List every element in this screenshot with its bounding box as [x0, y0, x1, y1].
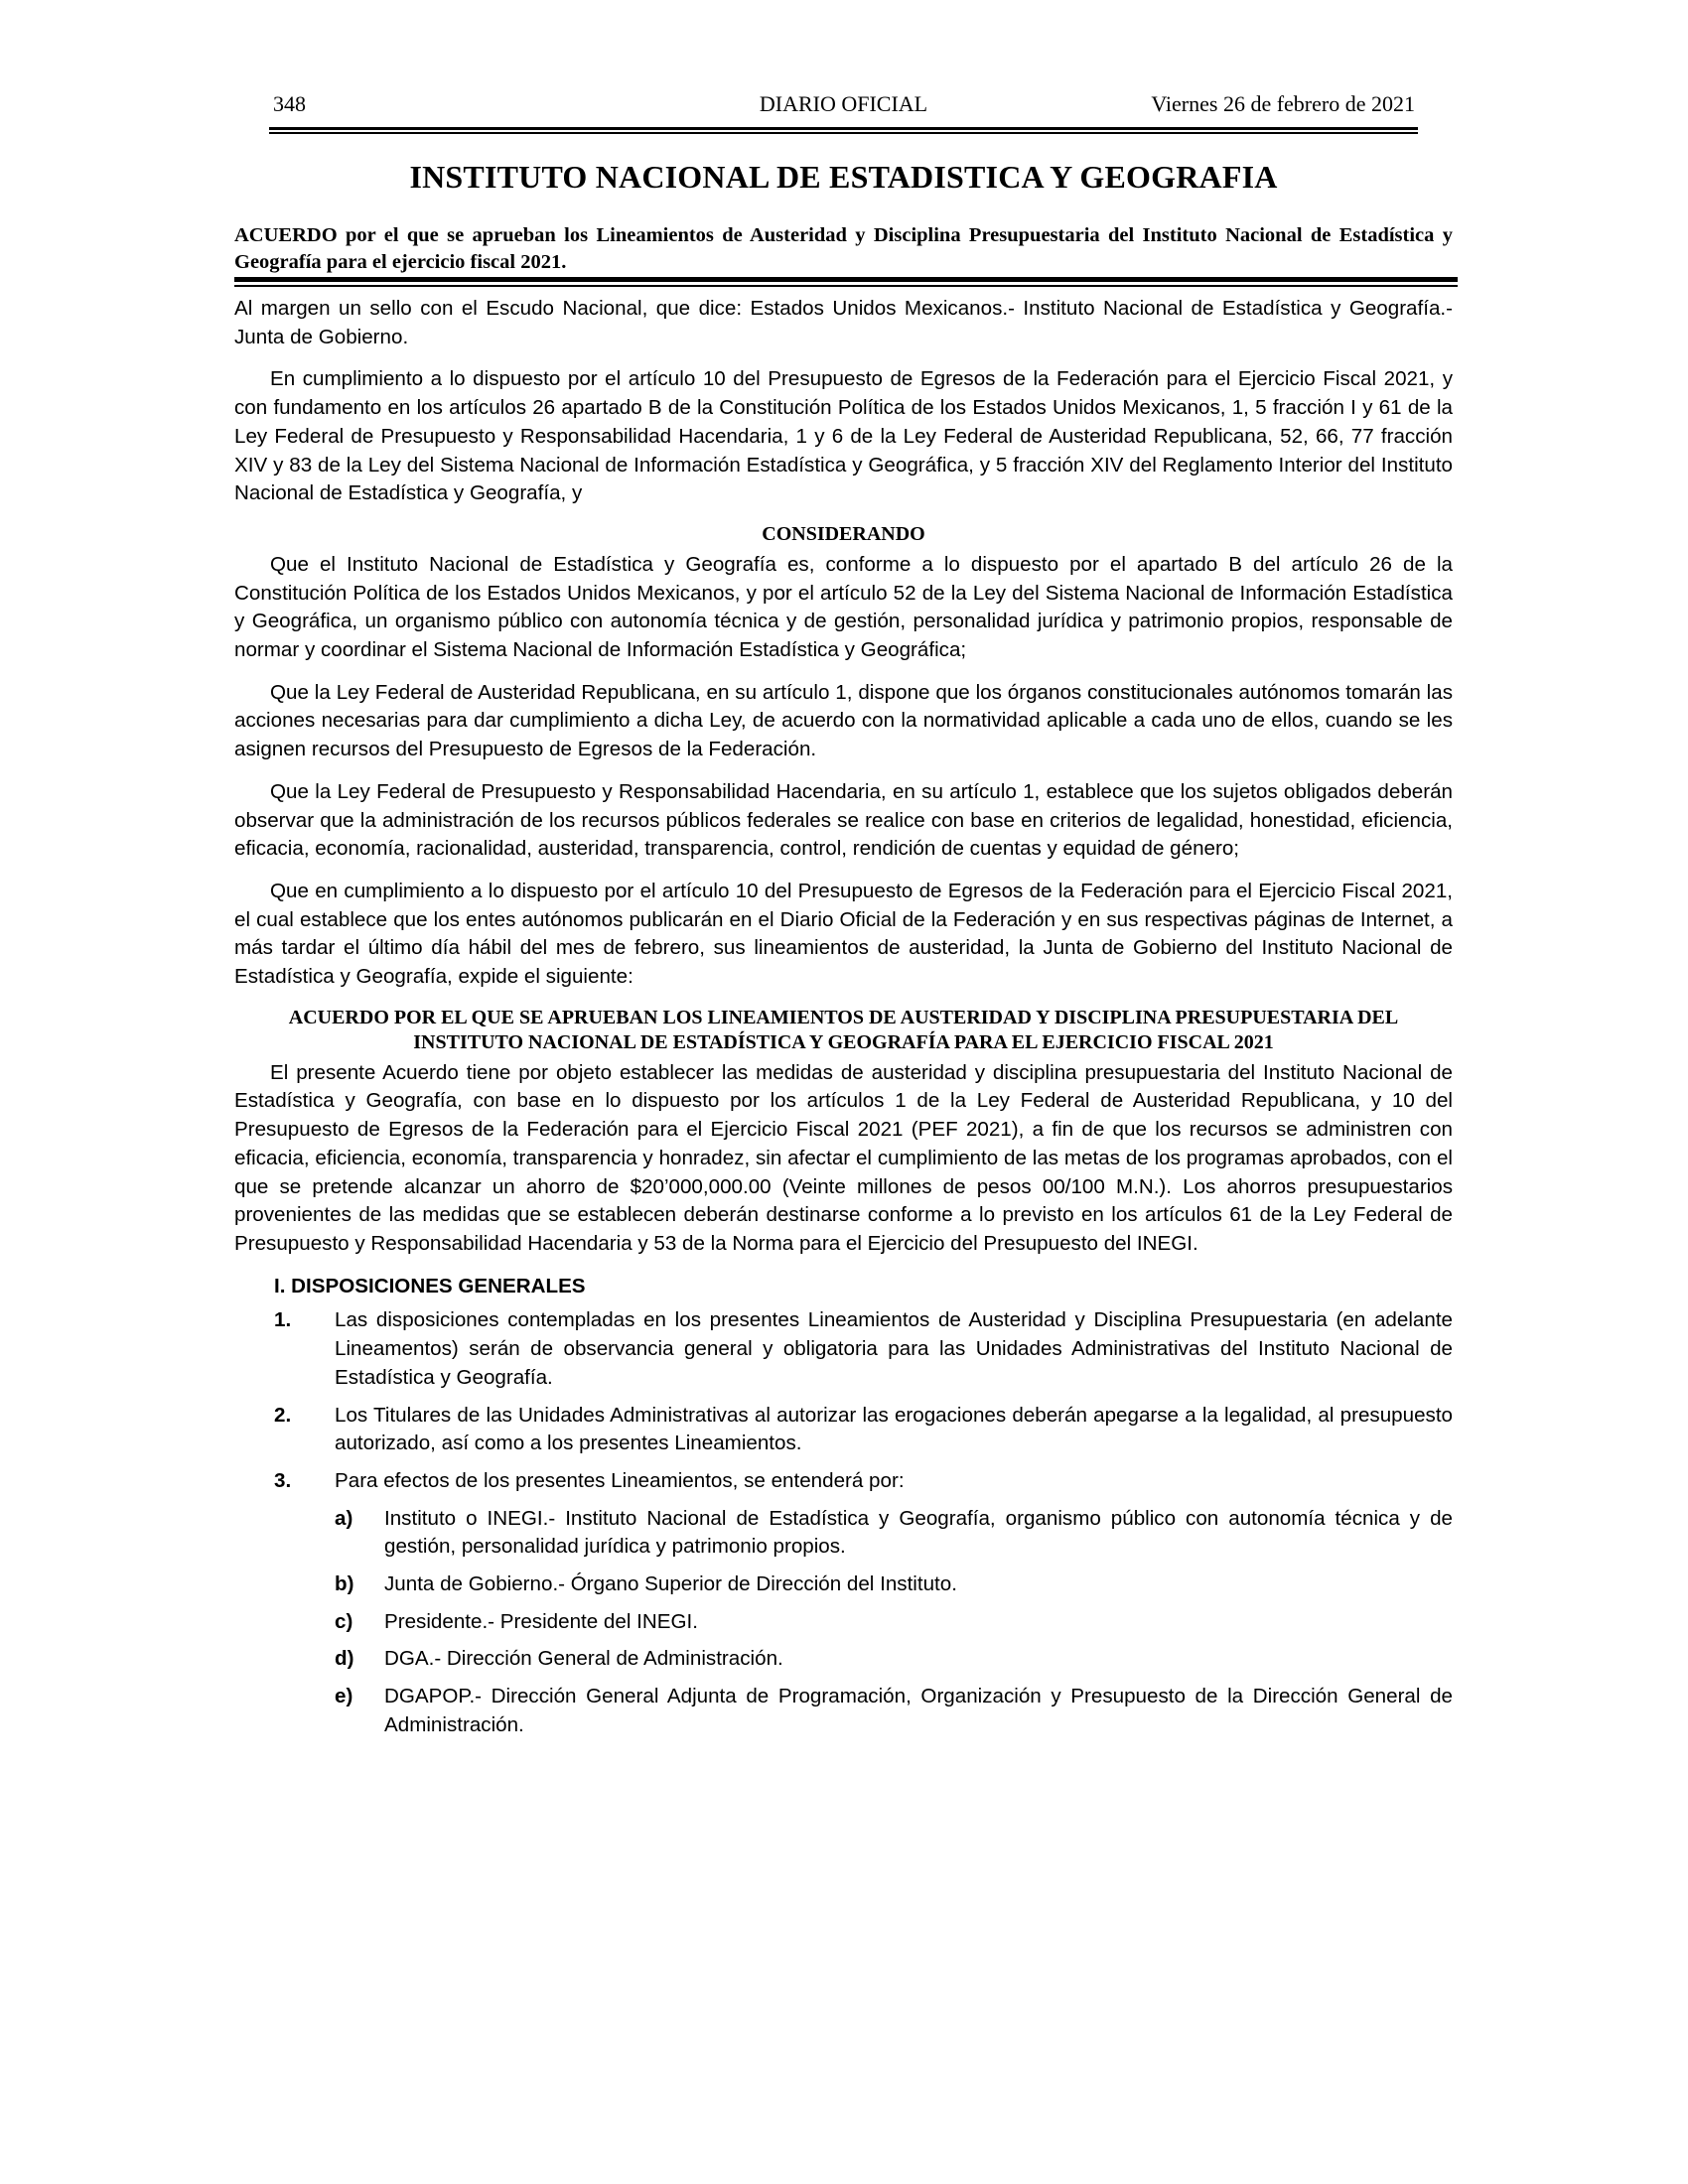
page-number: 348 [273, 91, 306, 116]
header-rule-thick [269, 127, 1418, 130]
definition-marker: a) [335, 1506, 353, 1530]
institution-title: INSTITUTO NACIONAL DE ESTADISTICA Y GEOGRAFIA [409, 159, 1278, 195]
decree-rule-thick [234, 277, 1458, 282]
definition-marker: d) [335, 1647, 354, 1671]
publication-name: DIARIO OFICIAL [759, 91, 928, 116]
document-body [234, 295, 1453, 1749]
definition-marker: b) [335, 1572, 354, 1596]
definition-item [234, 1570, 1453, 1599]
legal-basis-paragraph: En cumplimiento a lo dispuesto por el artículo 10 del Presupuesto de Egresos de la Federación para el Ejercicio Fiscal 2021, y con fundamento en los artículos 26 apartado B de la Constitución Política de los Estados Unidos Mexicanos, 1, 5 fracción I y 61 de la Ley Federal de Presupuesto y Responsabilidad Hacendaria, 1 y 6 de la Ley Federal de Austeridad Republicana, 52, 66, 77 fracción XIV y 83 de la Ley del Sistema Nacional de Información Estadística y Geográfica, y 5 fracción XIV del Reglamento Interior del Instituto Nacional de Estadística y Geografía, y [234, 367, 1453, 505]
list-item-text: Los Titulares de las Unidades Administrativas al autorizar las erogaciones deberán apegarse a la legalidad, al presupuesto autorizado, así como a los presentes Lineamientos. [335, 1403, 1453, 1455]
definition-item [234, 1505, 1453, 1562]
definition-item [234, 1645, 1453, 1674]
header-rule-thin [269, 132, 1418, 134]
list-marker: 1. [274, 1308, 292, 1332]
definition-item [234, 1608, 1453, 1637]
list-marker: 3. [274, 1468, 292, 1492]
page-header [269, 91, 1418, 121]
list-item [234, 1467, 1453, 1496]
list-item-text: Para efectos de los presentes Lineamientos, se entenderá por: [335, 1468, 905, 1492]
seal-note: Al margen un sello con el Escudo Nacional, que dice: Estados Unidos Mexicanos.- Instituto Nacional de Estadística y Geografía.- Junta de Gobierno. [234, 297, 1453, 348]
list-item [234, 1306, 1453, 1392]
agreement-paragraph: El presente Acuerdo tiene por objeto establecer las medidas de austeridad y disciplina presupuestaria del Instituto Nacional de Estadística y Geografía, con base en lo dispuesto por los artículos 1 de la Ley Federal de Austeridad Republicana, y 10 del Presupuesto de Egresos de la Federación para el Ejercicio Fiscal 2021 (PEF 2021), a fin de que los recursos se administren con eficacia, eficiencia, economía, transparencia y honradez, sin afectar el cumplimiento de las metas de los programas aprobados, con el que se pretende alcanzar un ahorro de $20’000,000.00 (Veinte millones de pesos 00/100 M.N.). Los ahorros presupuestarios provenientes de las medidas que se establecen deberán destinarse conforme a lo previsto en los artículos 61 de la Ley Federal de Presupuesto y Responsabilidad Hacendaria y 53 de la Norma para el Ejercicio del Presupuesto del INEGI. [234, 1060, 1453, 1255]
definition-marker: e) [335, 1685, 353, 1708]
decree-double-rule [234, 277, 1458, 289]
definition-item [234, 1683, 1453, 1739]
definition-text: Presidente.- Presidente del INEGI. [384, 1609, 698, 1633]
list-item-text: Las disposiciones contempladas en los presentes Lineamientos de Austeridad y Disciplina Presupuestaria (en adelante Lineamentos) serán de observancia general y obligatoria para las Unidades Administrativas del Instituto Nacional de Estadística y Geografía. [335, 1308, 1453, 1389]
considerando-paragraph: Que la Ley Federal de Austeridad Republicana, en su artículo 1, dispone que los órganos constitucionales autónomos tomarán las acciones necesarias para dar cumplimiento a dicha Ley, de acuerdo con la normatividad aplicable a cada uno de ellos, cuando se les asignen recursos del Presupuesto de Egresos de la Federación. [234, 680, 1453, 761]
definition-text: DGAPOP.- Dirección General Adjunta de Programación, Organización y Presupuesto de la Dirección General de Administración. [384, 1685, 1453, 1736]
considerando-heading: CONSIDERANDO [762, 522, 925, 545]
considerando-paragraph: Que el Instituto Nacional de Estadística y Geografía es, conforme a lo dispuesto por el apartado B del artículo 26 de la Constitución Política de los Estados Unidos Mexicanos, y por el artículo 52 de la Ley del Sistema Nacional de Información Estadística y Geográfica, un organismo público con autonomía técnica y de gestión, personalidad jurídica y patrimonio propios, responsable de normar y coordinar el Sistema Nacional de Información Estadística y Geográfica; [234, 552, 1453, 662]
list-item [234, 1402, 1453, 1458]
agreement-heading: ACUERDO POR EL QUE SE APRUEBAN LOS LINEAMIENTOS DE AUSTERIDAD Y DISCIPLINA PRESUPUESTARIA DEL INSTITUTO NACIONAL DE ESTADÍSTICA Y GEOGRAFÍA PARA EL EJERCICIO FISCAL 2021 [288, 1006, 1399, 1053]
considerando-paragraph: Que la Ley Federal de Presupuesto y Responsabilidad Hacendaria, en su artículo 1, establece que los sujetos obligados deberán observar que la administración de los recursos públicos federales se realice con base en criterios de legalidad, honestidad, eficiencia, eficacia, economía, racionalidad, austeridad, transparencia, control, rendición de cuentas y equidad de género; [234, 779, 1453, 861]
definition-marker: c) [335, 1609, 353, 1633]
section-heading: I. DISPOSICIONES GENERALES [274, 1274, 586, 1297]
decree-rule-thin [234, 285, 1458, 287]
considerando-paragraph: Que en cumplimiento a lo dispuesto por el artículo 10 del Presupuesto de Egresos de la Federación para el Ejercicio Fiscal 2021, el cual establece que los entes autónomos publicarán en el Diario Oficial de la Federación y en sus respectivas páginas de Internet, a más tardar el último día hábil del mes de febrero, sus lineamientos de austeridad, la Junta de Gobierno del Instituto Nacional de Estadística y Geografía, expide el siguiente: [234, 879, 1453, 989]
definition-text: Junta de Gobierno.- Órgano Superior de Dirección del Instituto. [384, 1572, 957, 1596]
decree-title: ACUERDO por el que se aprueban los Lineamientos de Austeridad y Disciplina Presupuestaria del Instituto Nacional de Estadística y Geografía para el ejercicio fiscal 2021. [234, 224, 1453, 273]
definition-text: DGA.- Dirección General de Administración. [384, 1647, 783, 1671]
header-double-rule [269, 127, 1418, 135]
definition-text: Instituto o INEGI.- Instituto Nacional de Estadística y Geografía, organismo público con autonomía técnica y de gestión, personalidad jurídica y patrimonio propios. [384, 1506, 1453, 1559]
list-marker: 2. [274, 1403, 292, 1427]
publication-date: Viernes 26 de febrero de 2021 [1151, 91, 1415, 116]
